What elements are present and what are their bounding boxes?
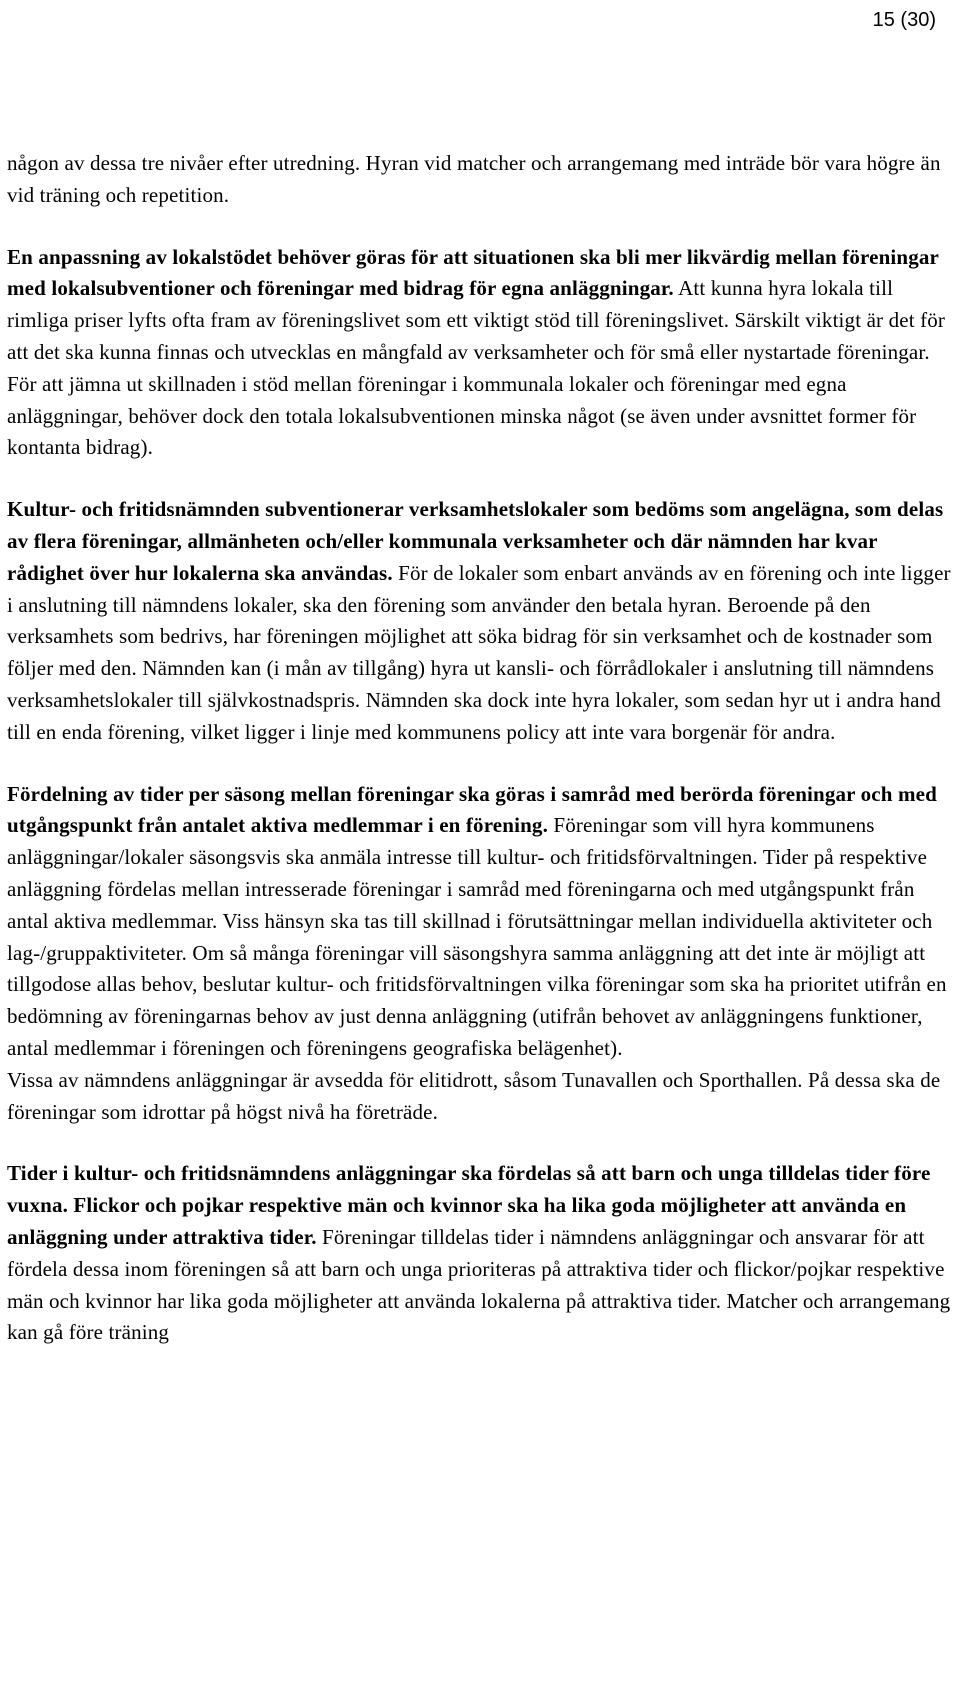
paragraph-3-text: För de lokaler som enbart används av en förening och inte ligger i anslutning till nämndens lokaler, ska den förening som använder den betala hyran. Beroende på den verksamhets som bedrivs, har föreningen möjlighet att söka bidrag för sin verksamhet och de kostnader som följer med den. Nämnden kan (i mån av tillgång) hyra ut kansli- och förrådlokaler i anslutning till nämndens verksamhetslokaler till självkostnadspris. Nämnden ska dock inte hyra lokaler, som sedan hyr ut i andra hand till en enda förening, vilket ligger i linje med kommunens policy att inte vara borgenär för andra. [7, 560, 951, 744]
paragraph-gap [7, 1128, 957, 1158]
paragraph-5-text: Vissa av nämndens anläggningar är avsedda för elitidrott, såsom Tunavallen och Sporthallen. På dessa ska de föreningar som idrottar på högst nivå ha företräde. [7, 1067, 941, 1124]
paragraph-gap [7, 464, 957, 494]
paragraph-2-bold: En anpassning av lokalstödet behöver göras för att situationen ska bli mer likvärdig mellan föreningar med lokalsubventioner och föreningar med bidrag för egna anläggningar. [7, 244, 939, 301]
paragraph-5 [7, 1065, 957, 1129]
paragraph-2-text: Att kunna hyra lokala till rimliga priser lyfts ofta fram av föreningslivet som ett viktigt stöd till föreningslivet. Särskilt viktigt är det för att det ska kunna finnas och utvecklas en mångfald av verksamheter och för små eller nystartade föreningar. För att jämna ut skillnaden i stöd mellan föreningar i kommunala lokaler och föreningar med egna anläggningar, behöver dock den totala lokalsubventionen minska något (se även under avsnittet former för kontanta bidrag). [7, 276, 946, 460]
paragraph-6-text: Föreningar tilldelas tider i nämndens anläggningar och ansvarar för att fördela dessa inom föreningen så att barn och unga prioriteras på attraktiva tider och flickor/pojkar respektive män och kvinnor har lika goda möjligheter att använda lokalerna på attraktiva tider. Matcher och arrangemang kan gå före träning [7, 1224, 951, 1345]
paragraph-6-bold: Tider i kultur- och fritidsnämndens anläggningar ska fördelas så att barn och unga tilldelas tider före vuxna. Flickor och pojkar respektive män och kvinnor ska ha lika goda möjligheter att använda en anläggning under attraktiva tider. [7, 1161, 931, 1249]
paragraph-3-bold: Kultur- och fritidsnämnden subventionerar verksamhetslokaler som bedöms som angelägna, som delas av flera föreningar, allmänheten och/eller kommunala verksamheter och där nämnden har kvar rådighet över hur lokalerna ska användas. [7, 497, 944, 585]
paragraph-gap [7, 749, 957, 779]
document-body [7, 148, 957, 1349]
paragraph-2 [7, 242, 957, 465]
paragraph-gap [7, 212, 957, 242]
paragraph-4-text: Föreningar som vill hyra kommunens anläggningar/lokaler säsongsvis ska anmäla intresse till kultur- och fritidsförvaltningen. Tider på respektive anläggning fördelas mellan intresserade föreningar i samråd med föreningarna och med utgångspunkt från antal aktiva medlemmar. Viss hänsyn ska tas till skillnad i förutsättningar mellan individuella aktiviteter och lag-/gruppaktiviteter. Om så många föreningar vill säsongshyra samma anläggning att det inte är möjligt att tillgodose allas behov, beslutar kultur- och fritidsförvaltningen vilka föreningar som ska ha prioritet utifrån en bedömning av föreningarnas behov av just denna anläggning (utifrån behovet av anläggningens funktioner, antal medlemmar i föreningen och föreningens geografiska belägenhet). [7, 813, 947, 1060]
paragraph-6 [7, 1158, 957, 1349]
paragraph-1 [7, 148, 957, 212]
paragraph-4 [7, 779, 957, 1065]
page-number: 15 (30) [872, 9, 936, 31]
paragraph-4-bold: Fördelning av tider per säsong mellan föreningar ska göras i samråd med berörda föreningar och med utgångspunkt från antalet aktiva medlemmar i en förening. [7, 781, 937, 838]
paragraph-3 [7, 494, 957, 748]
paragraph-1-text: någon av dessa tre nivåer efter utredning. Hyran vid matcher och arrangemang med inträde bör vara högre än vid träning och repetition. [7, 151, 941, 207]
